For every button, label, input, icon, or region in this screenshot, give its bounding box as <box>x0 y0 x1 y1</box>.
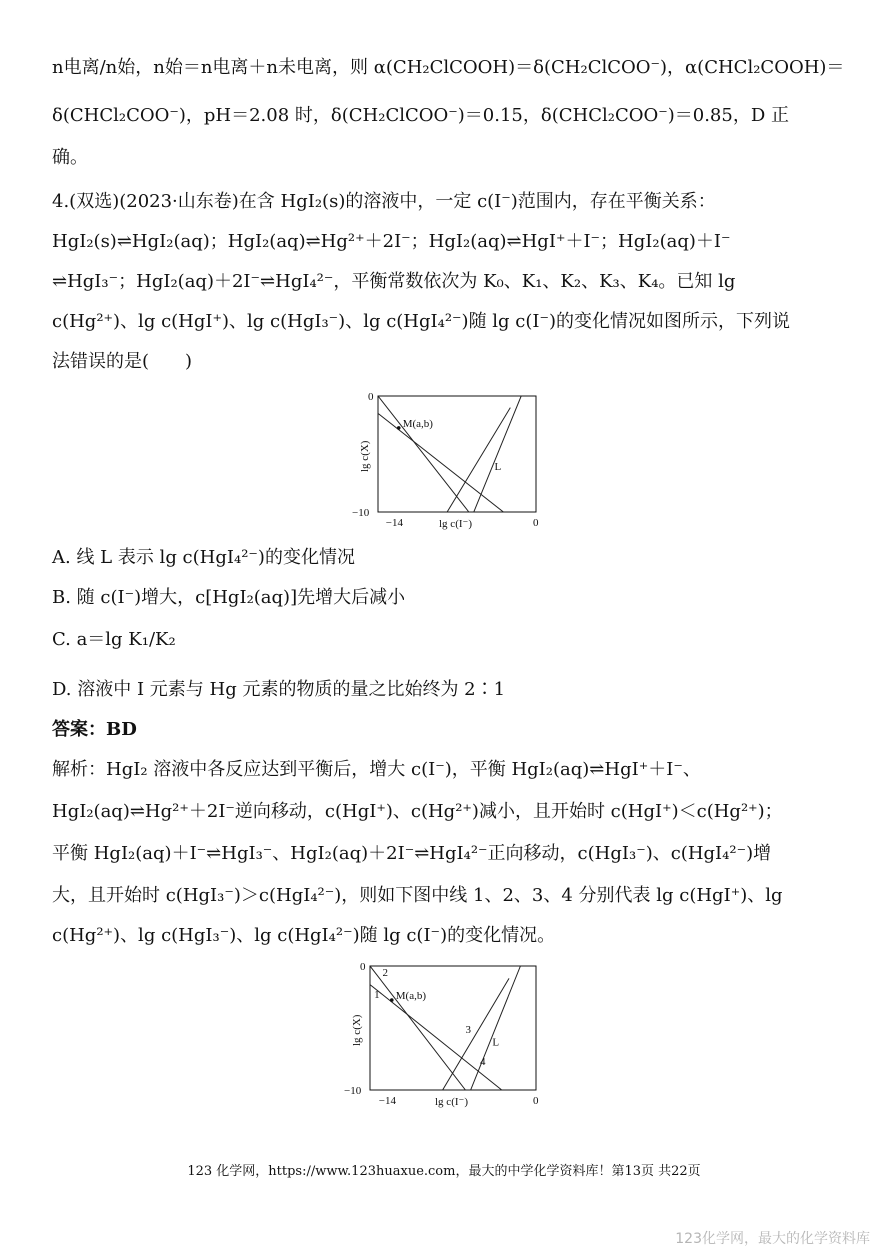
plot-frame <box>370 966 536 1090</box>
y-axis-label: lg c(X) <box>359 440 371 472</box>
option-c: C. a＝lg K₁/K₂ <box>52 629 176 650</box>
answer: 答案：BD <box>52 719 137 740</box>
analysis-line-5: c(Hg²⁺)、lg c(HgI₃⁻)、lg c(HgI₄²⁻)随 lg c(I⁻)的变化情况。 <box>52 925 556 946</box>
series-line-2 <box>370 966 465 1090</box>
question-line-5: 法错误的是( ) <box>52 351 193 372</box>
top-line-2: δ(CHCl₂COO⁻)，pH＝2.08 时，δ(CH₂ClCOO⁻)＝0.15，δ(CHCl₂COO⁻)＝0.85，D 正 <box>52 105 789 126</box>
series-line-1 <box>370 985 502 1090</box>
analysis-line-2: HgI₂(aq)⇌Hg²⁺＋2I⁻逆向移动，c(HgI⁺)、c(Hg²⁺)减小，且开始时 c(HgI⁺)＜c(Hg²⁺)； <box>52 801 783 822</box>
x-tick-label: −14 <box>378 1095 396 1107</box>
figure-2 <box>344 958 548 1108</box>
y-tick-label: 0 <box>360 961 366 973</box>
point-m-label: M(a,b) <box>395 990 427 1003</box>
watermark: 123化学网，最大的化学资料库 <box>675 1231 870 1247</box>
analysis-line-3: 平衡 HgI₂(aq)＋I⁻⇌HgI₃⁻、HgI₂(aq)＋2I⁻⇌HgI₄²⁻正向移动，c(HgI₃⁻)、c(HgI₄²⁻)增 <box>52 843 772 864</box>
point-m <box>397 426 401 430</box>
option-a: A. 线 L 表示 lg c(HgI₄²⁻)的变化情况 <box>52 547 355 568</box>
question-line-3: ⇌HgI₃⁻；HgI₂(aq)＋2I⁻⇌HgI₄²⁻，平衡常数依次为 K₀、K₁、K₂、K₃、K₄。已知 lg <box>52 271 736 292</box>
plot-frame <box>378 396 536 512</box>
y-axis-label: lg c(X) <box>351 1014 363 1046</box>
line-label-l: L <box>492 1036 500 1049</box>
x-tick-label: 0 <box>533 517 539 529</box>
question-line-2: HgI₂(s)⇌HgI₂(aq)；HgI₂(aq)⇌Hg²⁺＋2I⁻；HgI₂(aq)⇌HgI⁺＋I⁻；HgI₂(aq)＋I⁻ <box>52 231 731 252</box>
x-axis-label: lg c(I⁻) <box>435 1096 468 1108</box>
figure-1 <box>350 388 550 533</box>
series-line-2 <box>378 396 469 512</box>
line-label-l: L <box>494 461 502 474</box>
point-m <box>390 998 394 1002</box>
question-line-4: c(Hg²⁺)、lg c(HgI⁺)、lg c(HgI₃⁻)、lg c(HgI₄²⁻)随 lg c(I⁻)的变化情况如图所示，下列说 <box>52 311 791 332</box>
top-line-1: n电离/n始，n始＝n电离＋n未电离，则 α(CH₂ClCOOH)＝δ(CH₂ClCOO⁻)，α(CHCl₂COOH)＝ <box>52 57 845 78</box>
x-tick-label: 0 <box>533 1095 539 1107</box>
analysis-line-4: 大，且开始时 c(HgI₃⁻)＞c(HgI₄²⁻)，则如下图中线 1、2、3、4 分别代表 lg c(HgI⁺)、lg <box>52 885 783 906</box>
series-label-3: 3 <box>465 1023 471 1036</box>
y-tick-label: −10 <box>352 507 370 519</box>
series-line-4 <box>474 396 521 512</box>
y-tick-label: −10 <box>344 1085 362 1097</box>
top-line-3: 确。 <box>52 147 88 168</box>
point-m-label: M(a,b) <box>402 417 433 430</box>
series-label-2: 2 <box>382 966 388 979</box>
option-d: D. 溶液中 I 元素与 Hg 元素的物质的量之比始终为 2∶1 <box>52 679 506 700</box>
series-line-1 <box>378 413 503 512</box>
x-axis-label: lg c(I⁻) <box>439 518 472 530</box>
analysis-line-1: 解析：HgI₂ 溶液中各反应达到平衡后，增大 c(I⁻)，平衡 HgI₂(aq)⇌HgI⁺＋I⁻、 <box>52 759 701 780</box>
series-line-3 <box>447 408 510 512</box>
option-b: B. 随 c(I⁻)增大，c[HgI₂(aq)]先增大后减小 <box>52 587 406 608</box>
series-label-1: 1 <box>374 989 380 1002</box>
y-tick-label: 0 <box>368 391 374 403</box>
question-line-1: 4.(双选)(2023·山东卷)在含 HgI₂(s)的溶液中，一定 c(I⁻)范围内，存在平衡关系： <box>52 191 716 212</box>
x-tick-label: −14 <box>385 517 403 529</box>
series-label-4: 4 <box>479 1056 486 1069</box>
series-line-4 <box>471 966 521 1090</box>
series-line-3 <box>443 978 509 1090</box>
page-footer: 123 化学网，https://www.123huaxue.com，最大的中学化学资料库！第13页 共22页 <box>187 1164 701 1179</box>
